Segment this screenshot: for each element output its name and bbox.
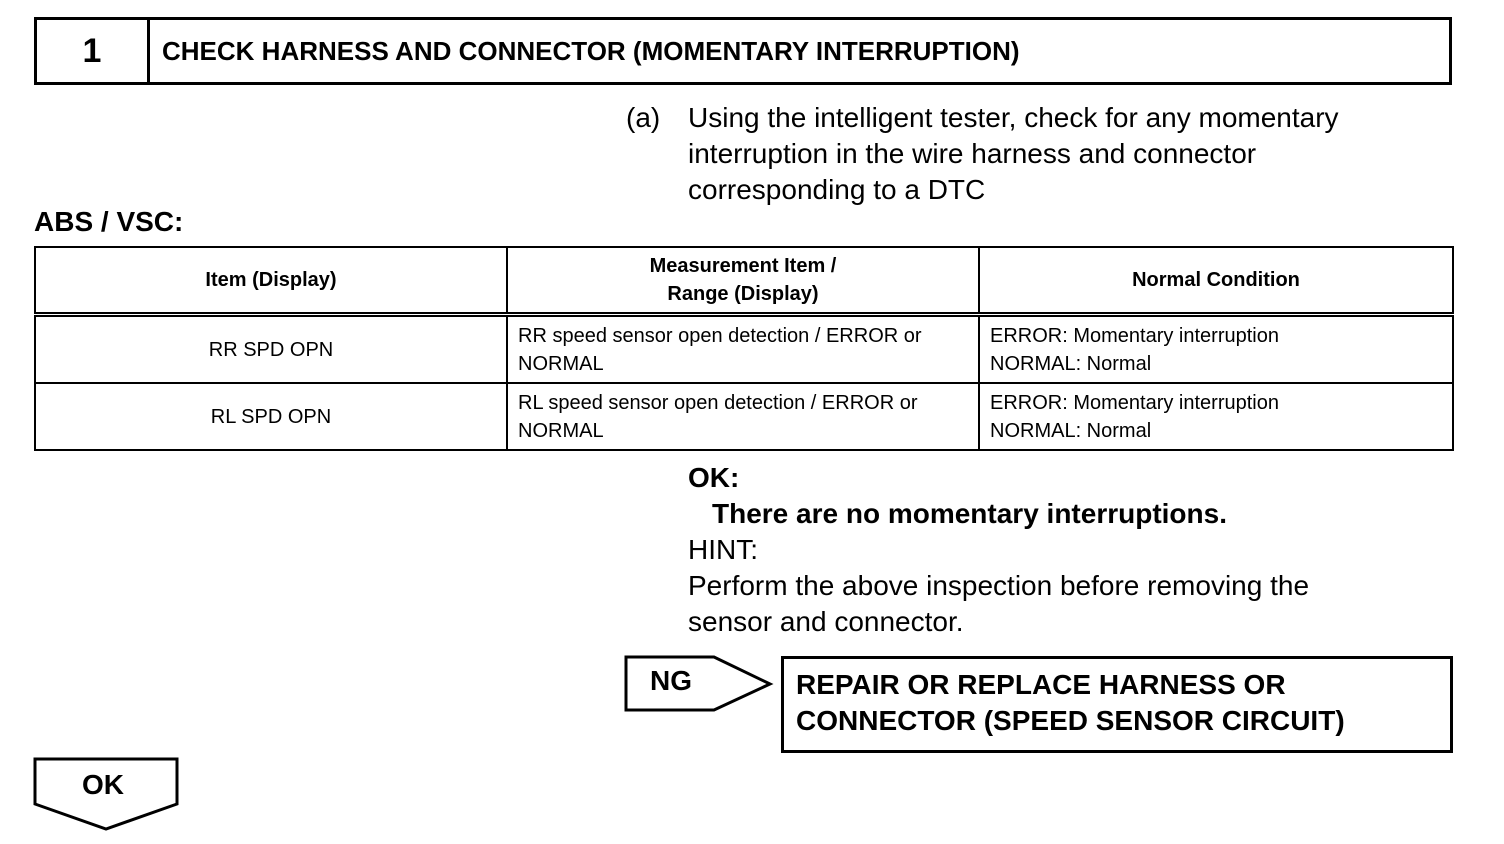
hint-line: sensor and connector.: [688, 606, 964, 637]
table-header-row: [35, 247, 1453, 315]
cell-line: NORMAL: Normal: [990, 352, 1152, 375]
cell-condition: [979, 315, 1453, 384]
substep-line: interruption in the wire harness and connector: [688, 138, 1257, 169]
ok-condition-text: There are no momentary interruptions.: [712, 498, 1227, 529]
substep-text: [688, 100, 1426, 208]
step-header: [34, 17, 1452, 85]
cell-line: RR speed sensor open detection / ERROR or: [518, 324, 922, 347]
cell-measurement: [507, 315, 979, 384]
ng-arrow-shape: [624, 655, 774, 713]
ng-action-line: REPAIR OR REPLACE HARNESS OR: [796, 669, 1286, 700]
hint-line: Perform the above inspection before removing the: [688, 570, 1310, 601]
substep-line: Using the intelligent tester, check for any momentary: [688, 102, 1339, 133]
cell-line: NORMAL: [518, 419, 604, 442]
ng-action-box: [781, 656, 1453, 753]
ok-condition-label: OK:: [688, 462, 740, 493]
header-measurement: [507, 247, 979, 315]
section-label: ABS / VSC:: [34, 206, 184, 237]
header-condition: [979, 247, 1453, 315]
table-row: [35, 315, 1453, 384]
table-row: [35, 383, 1453, 450]
header-text: Item (Display): [205, 269, 337, 291]
result-block: [688, 460, 1448, 640]
cell-line: ERROR: Momentary interruption: [990, 391, 1279, 414]
cell-condition: [979, 383, 1453, 450]
cell-measurement: [507, 383, 979, 450]
step-title: CHECK HARNESS AND CONNECTOR (MOMENTARY INTERRUPTION): [162, 35, 1020, 66]
cell-line: NORMAL: [518, 352, 604, 375]
ok-label: OK: [82, 769, 124, 800]
header-text: Range (Display): [667, 283, 819, 305]
substep-line: corresponding to a DTC: [688, 174, 986, 205]
ng-label: NG: [650, 665, 692, 696]
substep-label: (a): [626, 102, 661, 133]
ng-action-line: CONNECTOR (SPEED SENSOR CIRCUIT): [796, 705, 1345, 736]
hint-label: HINT:: [688, 534, 758, 565]
cell-line: ERROR: Momentary interruption: [990, 324, 1279, 347]
data-list-table: [34, 246, 1454, 451]
header-text: Measurement Item /: [649, 255, 837, 277]
header-item: [35, 247, 507, 315]
substep-a: [626, 100, 1426, 208]
step-number: 1: [37, 20, 150, 82]
cell-line: NORMAL: Normal: [990, 419, 1152, 442]
cell-item: RR SPD OPN: [35, 315, 507, 384]
cell-line: RL speed sensor open detection / ERROR or: [518, 391, 918, 414]
header-text: Normal Condition: [1132, 269, 1300, 291]
cell-item: RL SPD OPN: [35, 383, 507, 450]
